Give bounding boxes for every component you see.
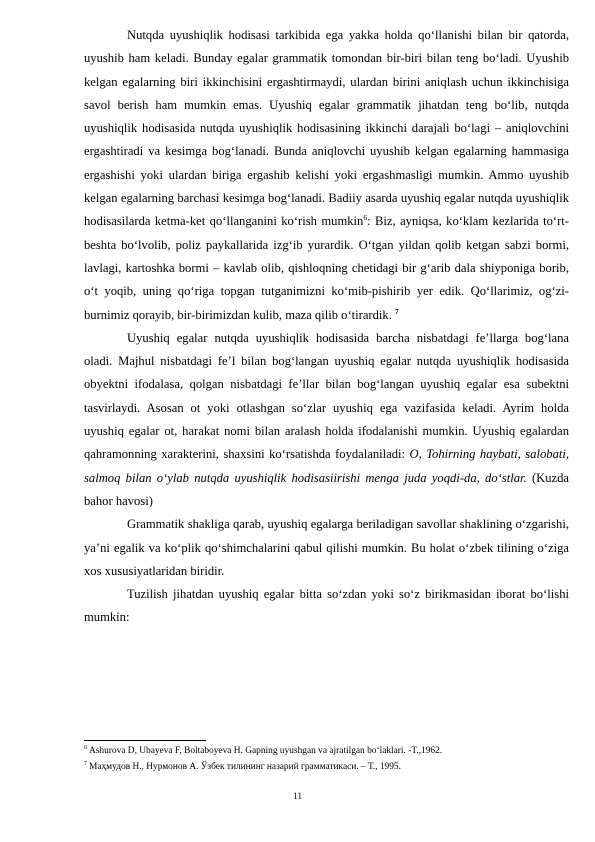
page-number: 11 bbox=[292, 792, 303, 802]
paragraph-3: Grammatik shakliga qarab, uyushiq egalarga beriladigan savollar shaklining o‘zgarishi, ya’ni egalik va ko‘plik qo‘shimchalarini qabul qilishi mumkin. Bu holat o‘zbek tilining o‘ziga xos xususiyatlaridan biridir. bbox=[84, 517, 569, 578]
footnote-mark: 7 bbox=[84, 760, 87, 767]
paragraph-2-text-a: Uyushiq egalar nutqda uyushiqlik hodisasida barcha nisbatdagi fe’llarga bog‘lana oladi. Majhul nisbatdagi fe’l bilan bog‘langan uyushiq egalar nutqda uyushiqlik hodisasida obyektni ifodalasa, qolgan nisbatdagi fe’llar bilan bog‘langan uyushiq egalar esa subektni tasvirlaydi. Asosan ot yoki otlashgan so‘zlar uyushiq ega vazifasida keladi. Ayrim holda uyushiq egalar ot, harakat nomi bilan aralash holda ifodalanishi mumkin. Uyushiq egalardan qahramonning xarakterini, shaxsini ko‘rsatishda foydalaniladi: bbox=[84, 330, 569, 462]
footnote-text: Маҳмудов Н., Нурмонов А. Ўзбек тилининг назарий грамматикаси. – Т., 1995. bbox=[89, 762, 401, 772]
paragraph-1 bbox=[84, 24, 569, 327]
paragraph-4: Tuzilish jihatdan uyushiq egalar bitta so‘zdan yoki so‘z birikmasidan iborat bo‘lishi mumkin: bbox=[84, 587, 569, 625]
footnote-ref-7[interactable]: 7 bbox=[395, 306, 399, 316]
paragraph-2-italic-quote: O, Tohirning haybati, salobati, salmoq bilan o‘ylab nutqda uyushiqlik hodisasiirishi menga juda yoqdi-da, do‘stlar. bbox=[84, 447, 570, 485]
document-body bbox=[84, 24, 569, 630]
footnote-text: Ashurova D, Ubayeva F, Boltaboyeva H. Gapning uyushgan va ajratilgan bo‘laklari. -T.,1962. bbox=[89, 746, 443, 756]
footnote-divider bbox=[84, 740, 206, 741]
paragraph-2 bbox=[84, 327, 569, 513]
footnote-mark: 6 bbox=[84, 744, 87, 751]
footnotes bbox=[84, 743, 569, 775]
footnote-ref-6[interactable]: 6 bbox=[363, 213, 368, 223]
footnote-6 bbox=[84, 743, 569, 759]
paragraph-1-text-b: : Biz, ayniqsa, ko‘klam kezlarida to‘rt-beshta bo‘lvolib, poliz paykallarida izg‘ib yurardik. O‘tgan yildan qolib ketgan sabzi bormi, lavlagi, kartoshka bormi – kavlab olib, qishloqning chetidagi bir g‘arib dala shiyponiga borib, o‘t yoqib, uning qo‘riga topgan tutganimizni ko‘mib-pishirib yer edik. Qo‘llarimiz, og‘zi-burnimiz qorayib, bir-birimizdan kulib, maza qilib o‘tirardik. bbox=[84, 214, 569, 322]
paragraph-2-source: (Kuzda bahor havosi) bbox=[84, 470, 569, 508]
paragraph-1-text-a: Nutqda uyushiqlik hodisasi tarkibida ega yakka holda qo‘llanishi bilan bir qatorda, uyushib ham keladi. Bunday egalar grammatik tomondan bir-biri bilan teng bo‘ladi. Uyushib kelgan egalarning biri ikkinchisini ergashtirmaydi, ulardan birini aniqlash uchun ikkinchisiga savol berish ham mumkin emas. Uyushiq egalar grammatik jihatdan teng bo‘lib, nutqda uyushiqlik hodisasida nutqda uyushiqlik hodisasining ikkinchi darajali bo‘lagi – aniqlovchini ergashtiradi va kesimga bog‘lanadi. Bunda aniqlovchi uyushib kelgan egalarning hammasiga ergashishi yoki ulardan biriga ergashib kelishi yoki ergashmasligi mumkin. Ammo uyushib kelgan egalarning barchasi kesimga bog‘lanadi. Badiiy asarda uyushiq egalar nutqda uyushiqlik hodisasilarda ketma-ket qo‘llanganini ko‘rish mumkin bbox=[84, 28, 569, 229]
footnote-7 bbox=[84, 759, 569, 775]
